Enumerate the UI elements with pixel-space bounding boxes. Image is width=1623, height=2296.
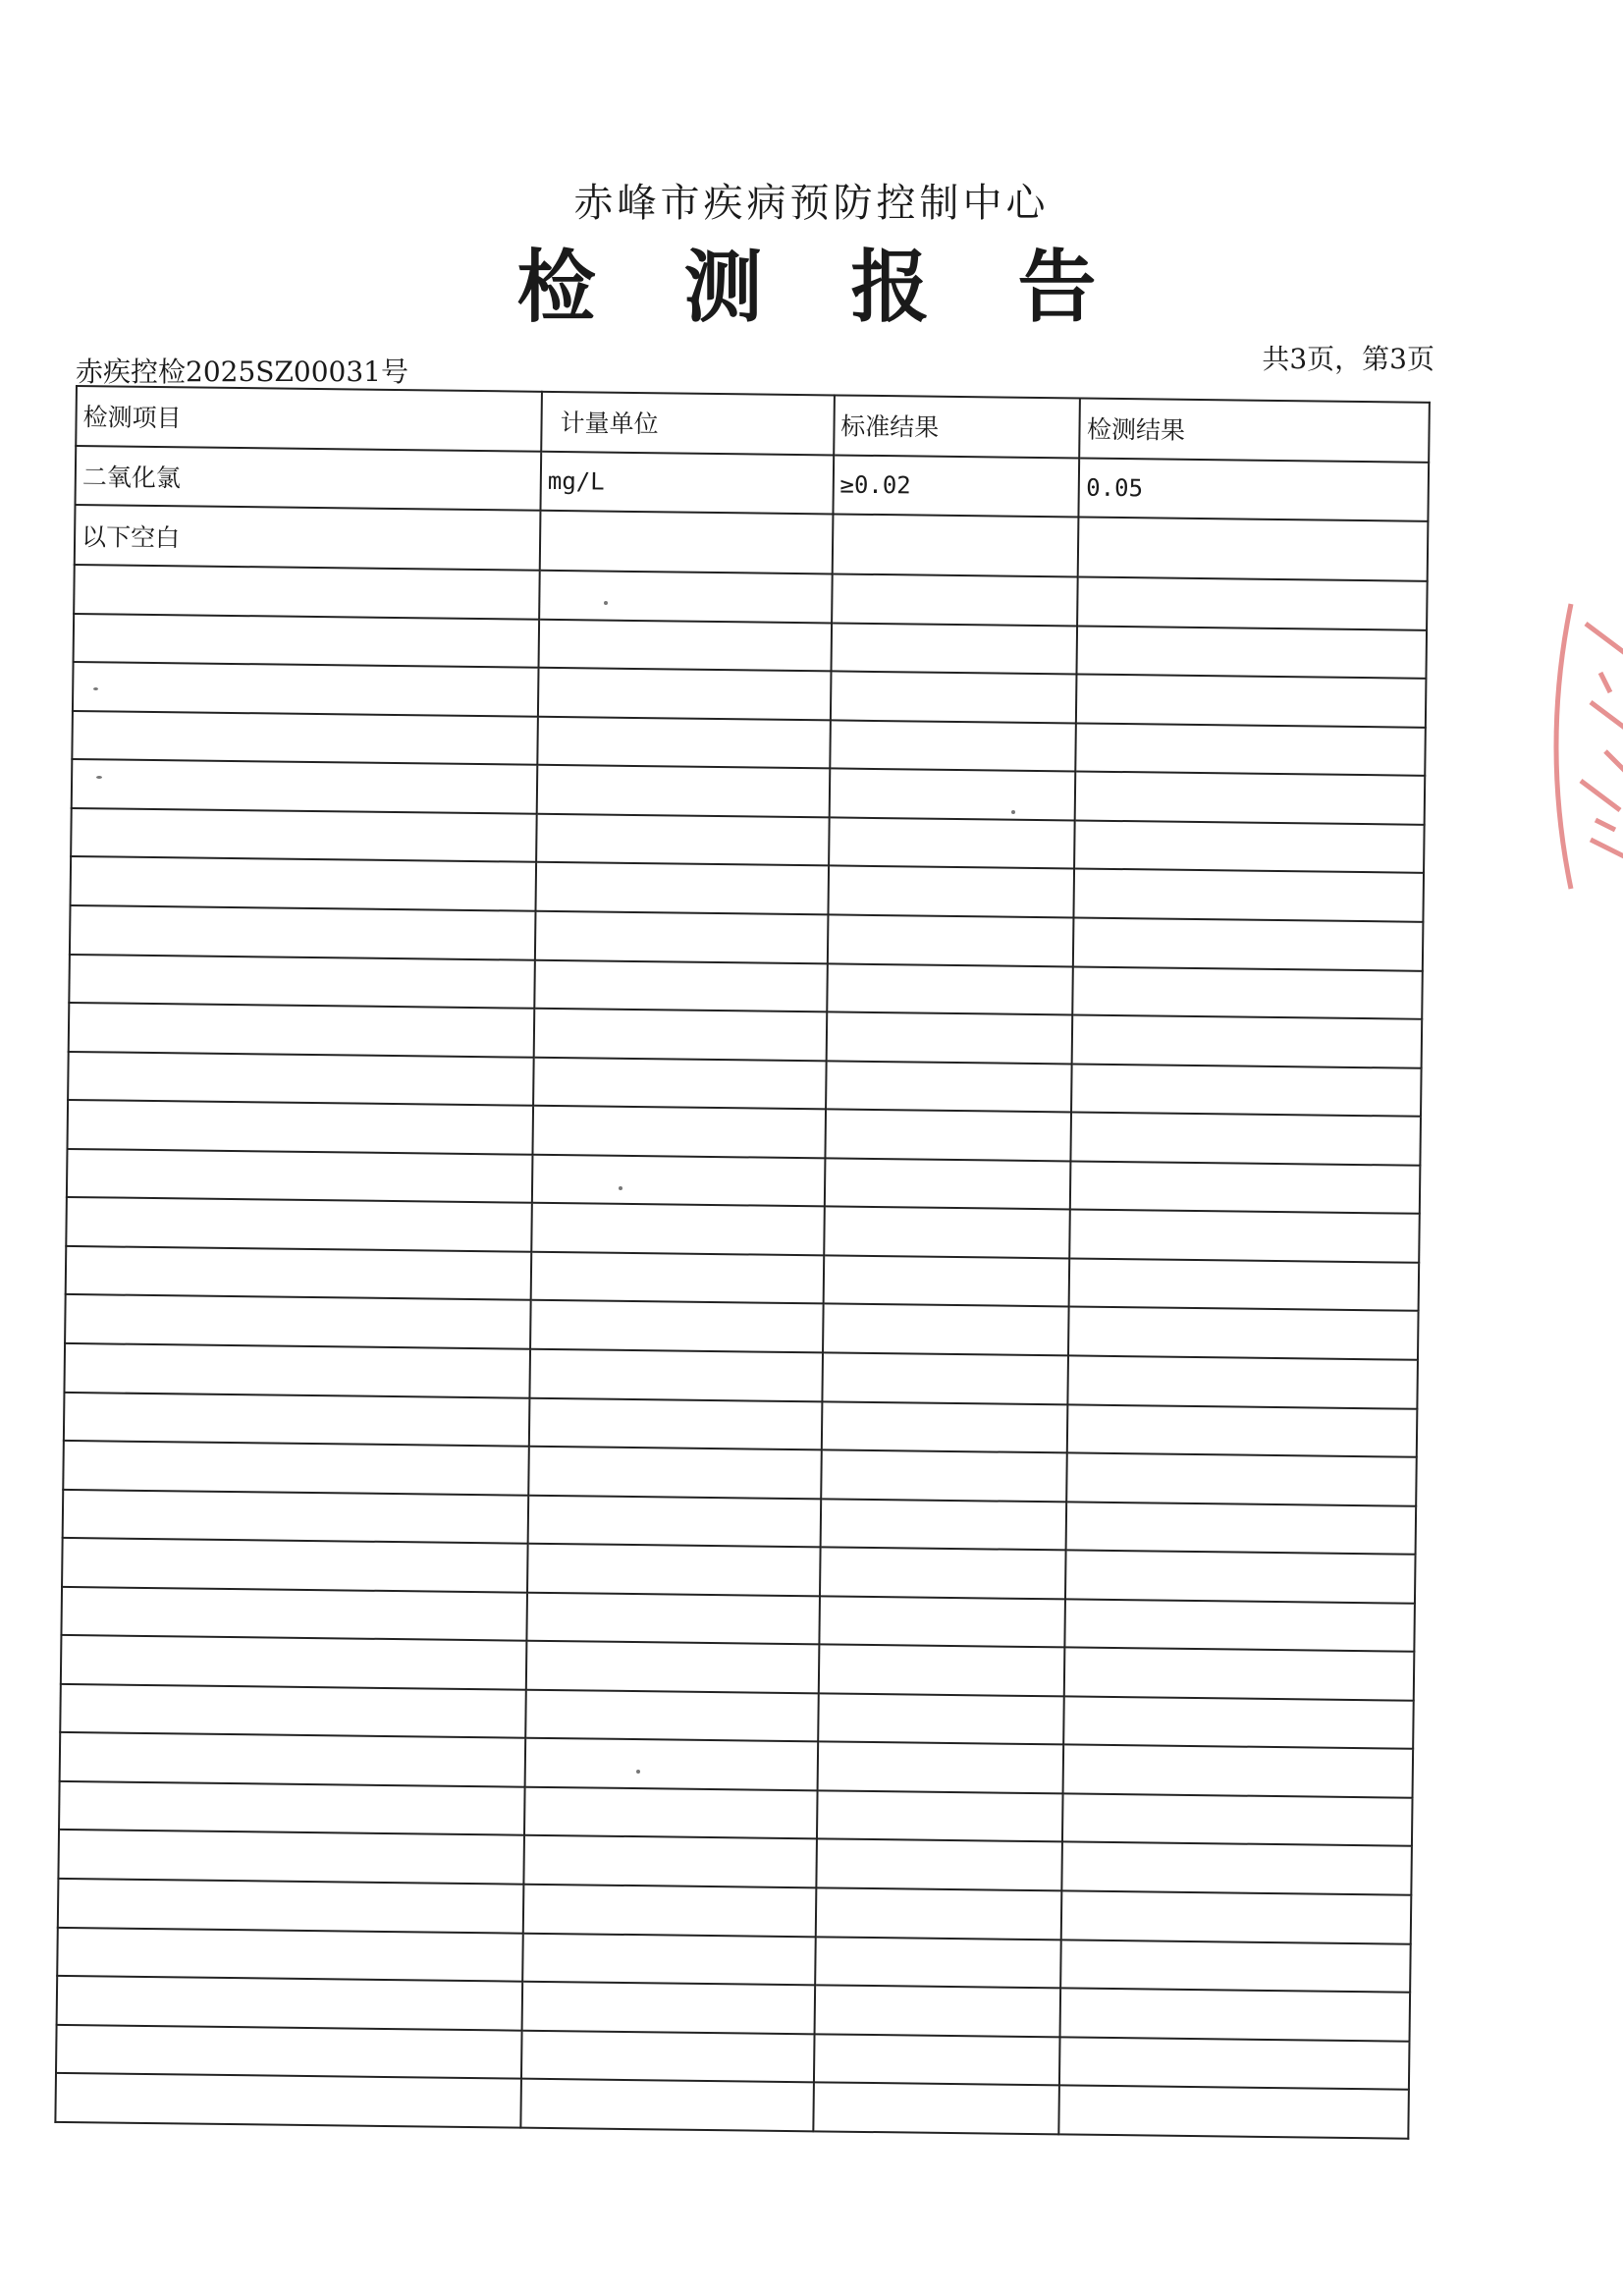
blank-cell	[524, 1787, 817, 1839]
blank-cell	[822, 1352, 1068, 1404]
blank-cell	[526, 1641, 819, 1693]
blank-cell	[58, 1830, 524, 1884]
blank-cell	[828, 866, 1074, 918]
blank-cell	[525, 1689, 818, 1741]
blank-cell	[57, 1976, 523, 2030]
blank-cell	[829, 817, 1075, 869]
blank-cell	[832, 574, 1078, 627]
blank-cell	[529, 1397, 822, 1449]
blank-cell	[60, 1732, 526, 1786]
blank-cell	[818, 1645, 1064, 1697]
blank-cell	[531, 1203, 824, 1255]
cell-result: 0.05	[1079, 458, 1429, 521]
blank-cell	[71, 808, 537, 862]
blank-cell	[537, 765, 830, 817]
scan-speck	[604, 601, 608, 605]
blank-cell	[58, 1879, 524, 1933]
blank-cell	[532, 1106, 825, 1158]
blank-cell	[68, 1052, 534, 1106]
blank-cell	[539, 571, 832, 623]
blank-cell	[1070, 1161, 1420, 1214]
blank-cell	[831, 623, 1077, 675]
blank-cell	[536, 814, 829, 866]
blank-cell	[72, 759, 538, 813]
blank-cell	[1071, 1064, 1421, 1117]
blank-cell	[823, 1255, 1069, 1307]
blank-cell	[818, 1693, 1064, 1745]
cell-item: 二氧化氯	[76, 446, 542, 512]
blank-cell	[537, 717, 830, 769]
blank-cell	[1069, 1258, 1419, 1311]
blank-cell	[69, 955, 535, 1009]
blank-cell	[1073, 966, 1423, 1019]
blank-cell	[830, 720, 1076, 772]
blank-cell	[532, 1155, 825, 1207]
blank-cell	[67, 1100, 533, 1154]
blank-cell	[824, 1207, 1070, 1259]
blank-cell	[1072, 1015, 1422, 1068]
blank-cell	[826, 1012, 1072, 1065]
header-cell-item: 检测项目	[76, 386, 542, 452]
blank-cell	[539, 620, 832, 672]
blank-cell	[814, 1985, 1060, 2037]
blank-cell	[1075, 820, 1425, 873]
blank-cell	[823, 1304, 1069, 1356]
blank-cell	[1075, 772, 1425, 825]
blank-cell	[1061, 1890, 1411, 1943]
blank-cell	[521, 2030, 814, 2082]
blank-cell	[816, 1839, 1062, 1891]
blank-cell	[1067, 1404, 1417, 1457]
blank-cell	[813, 2082, 1059, 2134]
report-title: 检测报告	[516, 241, 1185, 333]
blank-cell	[73, 662, 539, 716]
blank-cell	[60, 1684, 526, 1738]
blank-cell	[523, 1835, 816, 1887]
blank-cell	[61, 1635, 527, 1689]
scan-speck	[1011, 810, 1015, 814]
scan-speck	[636, 1770, 640, 1774]
blank-cell	[1067, 1452, 1417, 1505]
blank-cell	[817, 1790, 1063, 1842]
blank-cell	[1065, 1551, 1415, 1604]
blank-cell	[536, 862, 829, 914]
blank-cell	[522, 1982, 815, 2034]
blank-cell	[1061, 1940, 1411, 1993]
cell-unit: mg/L	[540, 452, 833, 515]
organization-name: 赤峰市疾病预防控制中心	[573, 181, 1050, 226]
blank-cell	[817, 1742, 1063, 1794]
blank-cell	[1064, 1696, 1414, 1749]
blank-cell	[814, 2034, 1060, 2086]
blank-cell	[57, 1927, 523, 1981]
blank-cell	[528, 1495, 821, 1547]
scan-speck	[93, 687, 98, 690]
blank-cell	[520, 2079, 813, 2131]
blank-cell	[65, 1294, 531, 1348]
blank-cell	[825, 1158, 1071, 1210]
blank-cell	[825, 1110, 1071, 1162]
blank-cell	[1068, 1307, 1418, 1360]
blank-cell	[64, 1343, 530, 1397]
blank-cell	[1076, 723, 1426, 776]
blank-cell	[528, 1447, 821, 1499]
blank-cell	[1066, 1502, 1416, 1555]
official-seal-stamp	[1532, 584, 1623, 908]
blank-cell	[529, 1349, 822, 1401]
blank-cell	[67, 1149, 533, 1203]
blank-cell	[1064, 1648, 1414, 1701]
blank-cell	[821, 1449, 1067, 1502]
blank-cell	[1059, 2037, 1409, 2090]
blank-cell	[1070, 1210, 1420, 1263]
blank-cell	[1073, 917, 1423, 970]
blank-cell	[64, 1392, 530, 1446]
blank-cell	[1063, 1745, 1413, 1798]
blank-cell	[523, 1885, 816, 1937]
blank-cell	[1060, 1988, 1410, 2041]
blank-cell	[829, 769, 1075, 821]
header-cell-result: 检测结果	[1080, 399, 1430, 463]
blank-cell	[1071, 1113, 1421, 1166]
blank-cell	[533, 1057, 826, 1109]
blank-cell	[527, 1544, 820, 1596]
blank-cell	[534, 1009, 827, 1061]
blank-cell	[59, 1781, 525, 1835]
cell-item: 以下空白	[75, 505, 541, 571]
results-sheet	[54, 385, 1431, 2140]
cell-standard	[832, 515, 1079, 577]
blank-cell	[70, 905, 536, 959]
blank-cell	[535, 911, 828, 963]
results-table	[54, 385, 1431, 2140]
blank-cell	[820, 1547, 1066, 1599]
blank-cell	[1076, 675, 1426, 728]
blank-cell	[828, 914, 1074, 966]
blank-cell	[827, 963, 1073, 1015]
blank-cell	[1074, 869, 1424, 922]
blank-cell	[538, 668, 831, 720]
page-info: 共3页，第3页	[1262, 343, 1434, 375]
header-cell-standard: 标准结果	[834, 395, 1081, 458]
cell-standard: ≥0.02	[833, 455, 1080, 518]
blank-cell	[55, 2073, 521, 2128]
header-cell-unit: 计量单位	[541, 392, 834, 455]
blank-cell	[1059, 2086, 1409, 2139]
blank-cell	[56, 2024, 522, 2078]
blank-cell	[1065, 1599, 1415, 1652]
blank-cell	[71, 856, 537, 910]
blank-cell	[815, 1937, 1061, 1989]
blank-cell	[530, 1300, 823, 1352]
report-number: 赤疾控检2025SZ00031号	[76, 355, 408, 388]
blank-cell	[1078, 577, 1428, 630]
blank-cell	[74, 614, 540, 668]
blank-cell	[69, 1003, 535, 1057]
scan-speck	[96, 776, 102, 779]
blank-cell	[1068, 1355, 1418, 1408]
blank-cell	[531, 1252, 824, 1304]
blank-cell	[534, 959, 827, 1011]
blank-cell	[66, 1246, 532, 1300]
blank-cell	[66, 1197, 532, 1251]
blank-cell	[820, 1499, 1066, 1551]
cell-result	[1078, 518, 1428, 581]
blank-cell	[831, 672, 1077, 724]
blank-cell	[1062, 1793, 1412, 1846]
blank-cell	[819, 1596, 1065, 1648]
blank-cell	[62, 1538, 528, 1592]
blank-cell	[72, 711, 538, 765]
blank-cell	[74, 565, 540, 619]
blank-cell	[815, 1887, 1061, 1940]
blank-cell	[61, 1587, 527, 1641]
blank-cell	[63, 1441, 529, 1495]
blank-cell	[525, 1738, 818, 1790]
blank-cell	[522, 1933, 815, 1985]
blank-cell	[1077, 626, 1427, 679]
scan-speck	[619, 1186, 622, 1190]
blank-cell	[526, 1592, 819, 1644]
blank-cell	[1062, 1842, 1412, 1895]
blank-cell	[826, 1061, 1072, 1113]
cell-unit	[540, 511, 833, 574]
blank-cell	[821, 1401, 1067, 1453]
blank-cell	[63, 1490, 529, 1544]
